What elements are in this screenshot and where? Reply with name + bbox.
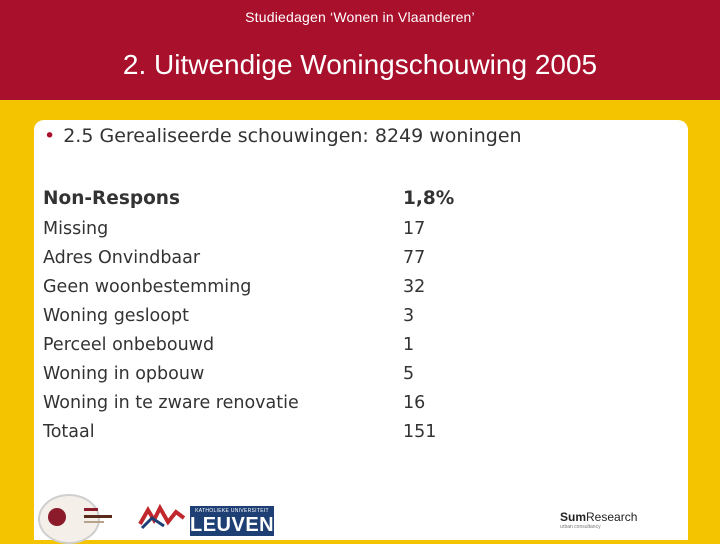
row-value: 16 [403, 393, 426, 413]
row-label: Adres Onvindbaar [43, 248, 201, 268]
table-row [43, 306, 663, 334]
row-value: 17 [403, 219, 426, 239]
bullet-dot-icon: • [44, 125, 56, 147]
hiva-logo-icon [138, 504, 186, 530]
sumresearch-logo [560, 510, 638, 530]
table-row [43, 248, 663, 276]
content-panel [34, 120, 688, 540]
row-label: Perceel onbebouwd [43, 335, 215, 355]
ku-leuven-big-text: LEUVEN [190, 514, 275, 536]
row-label: Woning gesloopt [43, 306, 189, 326]
table-row [43, 364, 663, 392]
table-row [43, 277, 663, 305]
row-label: Geen woonbestemming [43, 277, 252, 297]
row-value: 5 [403, 364, 415, 384]
row-label: Woning in opbouw [43, 364, 205, 384]
row-label: Missing [43, 219, 109, 239]
ku-leuven-logo [190, 506, 274, 536]
slide-supertitle: Studiedagen ‘Wonen in Vlaanderen’ [245, 9, 475, 25]
table-header-row [43, 188, 663, 216]
table-row-total [43, 422, 663, 450]
row-value: 1,8% [403, 188, 455, 209]
sumresearch-logo-sum: Sum [560, 510, 587, 524]
row-label: Woning in te zware renovatie [43, 393, 299, 413]
row-value: 3 [403, 306, 415, 326]
row-value: 77 [403, 248, 426, 268]
table-row [43, 393, 663, 421]
logo-strip [34, 488, 688, 540]
sumresearch-tagline: urban consultancy [560, 524, 601, 530]
slide-header [0, 0, 720, 100]
ku-leuven-small-text: KATHOLIEKE UNIVERSITEIT [195, 508, 269, 514]
bullet-text: 2.5 Gerealiseerde schouwingen: 8249 woningen [63, 125, 522, 147]
table-row [43, 219, 663, 247]
row-value: 151 [403, 422, 437, 442]
table-row [43, 335, 663, 363]
row-label: Totaal [43, 422, 95, 442]
row-label: Non-Respons [43, 188, 180, 209]
ruimte-wonen-logo-icon [84, 506, 124, 528]
row-value: 32 [403, 277, 426, 297]
sumresearch-logo-research: Research [586, 510, 638, 524]
slide-title: 2. Uitwendige Woningschouwing 2005 [122, 49, 598, 80]
bullet-item [44, 125, 522, 147]
row-value: 1 [403, 335, 415, 355]
